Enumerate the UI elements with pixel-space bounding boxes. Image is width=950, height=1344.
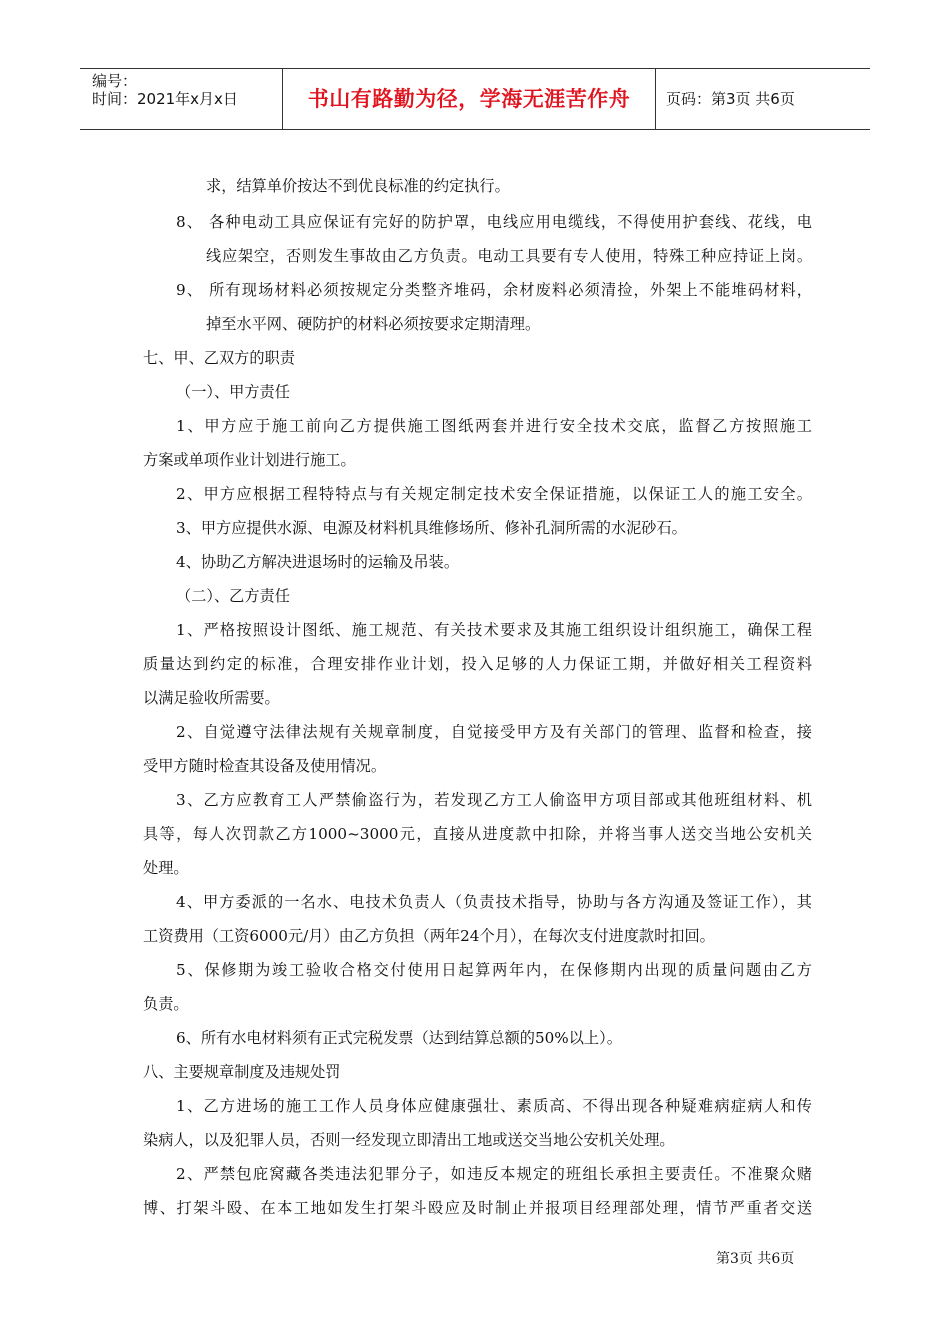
- text-line: 具等，每人次罚款乙方1000~3000元，直接从进度款中扣除，并将当事人送交当地公安机关: [143, 825, 812, 843]
- text-line: 染病人，以及犯罪人员，否则一经发现立即清出工地或送交当地公安机关处理。: [143, 1131, 675, 1149]
- header-page-label: 页码：第3页 共6页: [666, 90, 795, 108]
- text-line: 处理。: [143, 859, 189, 877]
- text-line: 方案或单项作业计划进行施工。: [143, 451, 356, 469]
- text-line: 1、严格按照设计图纸、施工规范、有关技术要求及其施工组织设计组织施工，确保工程: [176, 621, 812, 639]
- text-line: 6、所有水电材料须有正式完税发票（达到结算总额的50%以上）。: [176, 1029, 622, 1047]
- page-header: [80, 68, 870, 130]
- text-line: 以满足验收所需要。: [143, 689, 280, 707]
- text-line: 质量达到约定的标准，合理安排作业计划，投入足够的人力保证工期，并做好相关工程资料: [143, 655, 812, 673]
- text-line: 4、协助乙方解决进退场时的运输及吊装。: [176, 553, 460, 571]
- section-heading: 八、主要规章制度及违规处罚: [143, 1063, 341, 1081]
- header-meta: [80, 69, 282, 129]
- text-line: 3、甲方应提供水源、电源及材料机具维修场所、修补孔洞所需的水泥砂石。: [176, 519, 687, 537]
- header-motto: 书山有路勤为径，学海无涯苦作舟: [282, 69, 656, 129]
- text-line: 1、甲方应于施工前向乙方提供施工图纸两套并进行安全技术交底，监督乙方按照施工: [176, 417, 812, 435]
- number-label: 编号：: [92, 72, 138, 90]
- text-line: 负责。: [143, 995, 189, 1013]
- text-line: 工资费用（工资6000元/月）由乙方负担（两年24个月），在每次支付进度款时扣回。: [143, 927, 715, 945]
- text-line: 博、打架斗殴、在本工地如发生打架斗殴应及时制止并报项目经理部处理，情节严重者交送: [143, 1199, 812, 1217]
- text-line: 4、甲方委派的一名水、电技术负责人（负责技术指导，协助与各方沟通及签证工作），其: [176, 893, 812, 911]
- text-line: 2、自觉遵守法律法规有关规章制度，自觉接受甲方及有关部门的管理、监督和检查，接: [176, 723, 812, 741]
- subsection-heading: （一）、甲方责任: [176, 383, 290, 401]
- page-footer: 第3页 共6页: [716, 1251, 795, 1267]
- text-line: 2、甲方应根据工程特特点与有关规定制定技术安全保证措施，以保证工人的施工安全。: [176, 485, 812, 503]
- section-heading: 七、甲、乙双方的职责: [143, 349, 295, 367]
- text-line: 1、乙方进场的施工工作人员身体应健康强壮、素质高、不得出现各种疑难病症病人和传: [176, 1097, 812, 1115]
- text-line: 2、严禁包庇窝藏各类违法犯罪分子，如违反本规定的班组长承担主要责任。不准聚众赌: [176, 1165, 812, 1183]
- text-line: 线应架空，否则发生事故由乙方负责。电动工具要有专人使用，特殊工种应持证上岗。: [206, 247, 812, 265]
- text-line: 5、保修期为竣工验收合格交付使用日起算两年内，在保修期内出现的质量问题由乙方: [176, 961, 812, 979]
- time-label: 时间：2021年x月x日: [92, 90, 238, 108]
- text-line: 9、 所有现场材料必须按规定分类整齐堆码，余材废料必须清捡，外架上不能堆码材料，: [176, 281, 812, 299]
- text-line: 掉至水平网、硬防护的材料必须按要求定期清理。: [206, 315, 541, 333]
- text-line: 8、 各种电动工具应保证有完好的防护罩，电线应用电缆线，不得使用护套线、花线，电: [176, 213, 812, 231]
- text-line: 3、乙方应教育工人严禁偷盗行为，若发现乙方工人偷盗甲方项目部或其他班组材料、机: [176, 791, 812, 809]
- text-line: 求，结算单价按达不到优良标准的约定执行。: [206, 177, 510, 195]
- subsection-heading: （二）、乙方责任: [176, 587, 290, 605]
- text-line: 受甲方随时检查其设备及使用情况。: [143, 757, 386, 775]
